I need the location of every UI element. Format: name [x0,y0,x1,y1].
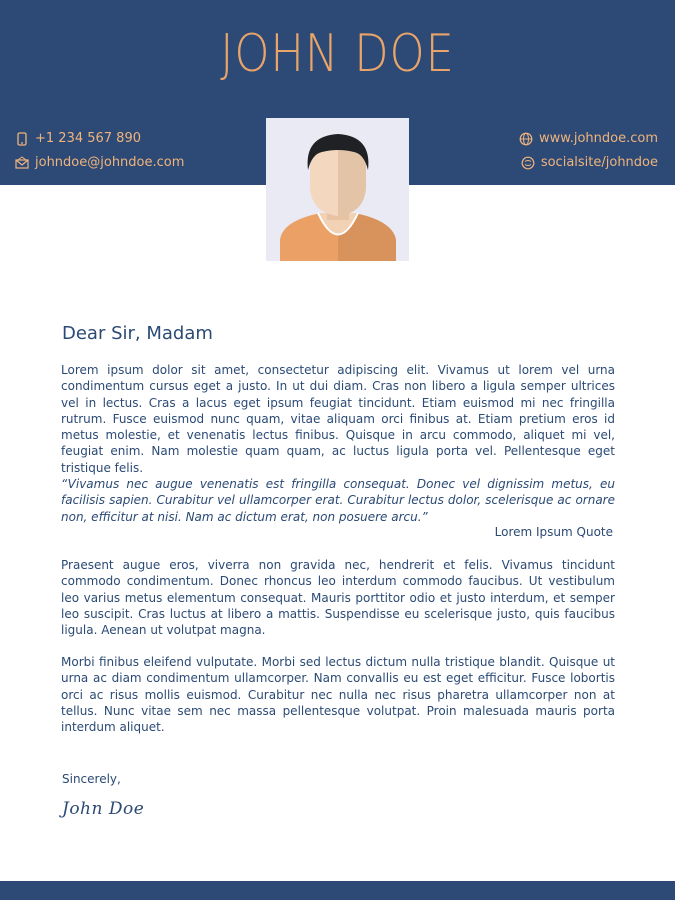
quote-source: Lorem Ipsum Quote [494,525,613,539]
letter-paragraph-2: Praesent augue eros, viverra non gravida nec, hendrerit et felis. Vivamus tincidunt commodo condimentum. Donec rhoncus leo interdum commodo faucibus. Ut vestibulum leo varius metus elementum consequat. Mauris porttitor odio et justo interdum, et semper leo suscipit. Cras luctus at libero a mattis. Suspendisse eu scelerisque justo, quis faucibus ligula. Aenean ut volutpat magna. [61,558,615,638]
website-text: www.johndoe.com [539,131,658,146]
social-icon [521,156,535,170]
globe-icon [519,132,533,146]
footer-bar [0,881,675,900]
applicant-name: JOHN DOE [220,24,455,84]
letter-paragraph-1: Lorem ipsum dolor sit amet, consectetur adipiscing elit. Vivamus ut lorem vel urna condimentum cursus eget a justo. In ut dui diam. Cras non libero a ligula semper ultrices vel in lectus. Cras a lacus eget ipsum feugiat tincidunt. Etiam euismod mi nec fringilla rutrum. Fusce euismod nunc quam, vitae aliquam orci finibus at. Etiam pretium eros id metus molestie, et venenatis lectus finibus. Quisque in arcu commodo, aliquet mi vel, feugiat enim. Nam molestie quam quam, ac luctus ligula porta vel. Pellentesque eget tristique felis. [61,363,615,475]
signature: John Doe [62,799,145,819]
phone-icon [15,132,29,146]
email-text: johndoe@johndoe.com [35,155,185,170]
social-text: socialsite/johndoe [540,155,658,170]
contact-website[interactable] [519,131,658,146]
letter-paragraph-3: Morbi finibus eleifend vulputate. Morbi sed lectus dictum nulla tristique blandit. Quisque ut urna ac diam condimentum ullamcorper. Nam convallis eu est eget efficitur. Fusce lobortis orci ac risus mollis euismod. Curabitur nec nulla nec risus pharetra ullamcorper non at tellus. Nunc vitae sem nec massa pellentesque volutpat. Proin malesuada mauris porta interdum aliquet. [61,655,615,735]
email-icon [15,156,29,170]
letter-greeting: Dear Sir, Madam [62,323,213,344]
person-avatar [266,118,409,261]
letter-closing: Sincerely, [62,772,121,786]
phone-text: +1 234 567 890 [35,131,141,146]
contact-social[interactable] [521,155,658,170]
contact-email[interactable] [15,155,184,170]
letter-quote: “Vivamus nec augue venenatis est fringilla consequat. Donec vel dignissim metus, eu facilisis sapien. Curabitur vel ullamcorper erat. Curabitur lectus dolor, scelerisque ac ornare non, efficitur at nisi. Nam ac dictum erat, non posuere arcu.” [61,477,615,524]
contact-phone[interactable] [15,131,141,146]
